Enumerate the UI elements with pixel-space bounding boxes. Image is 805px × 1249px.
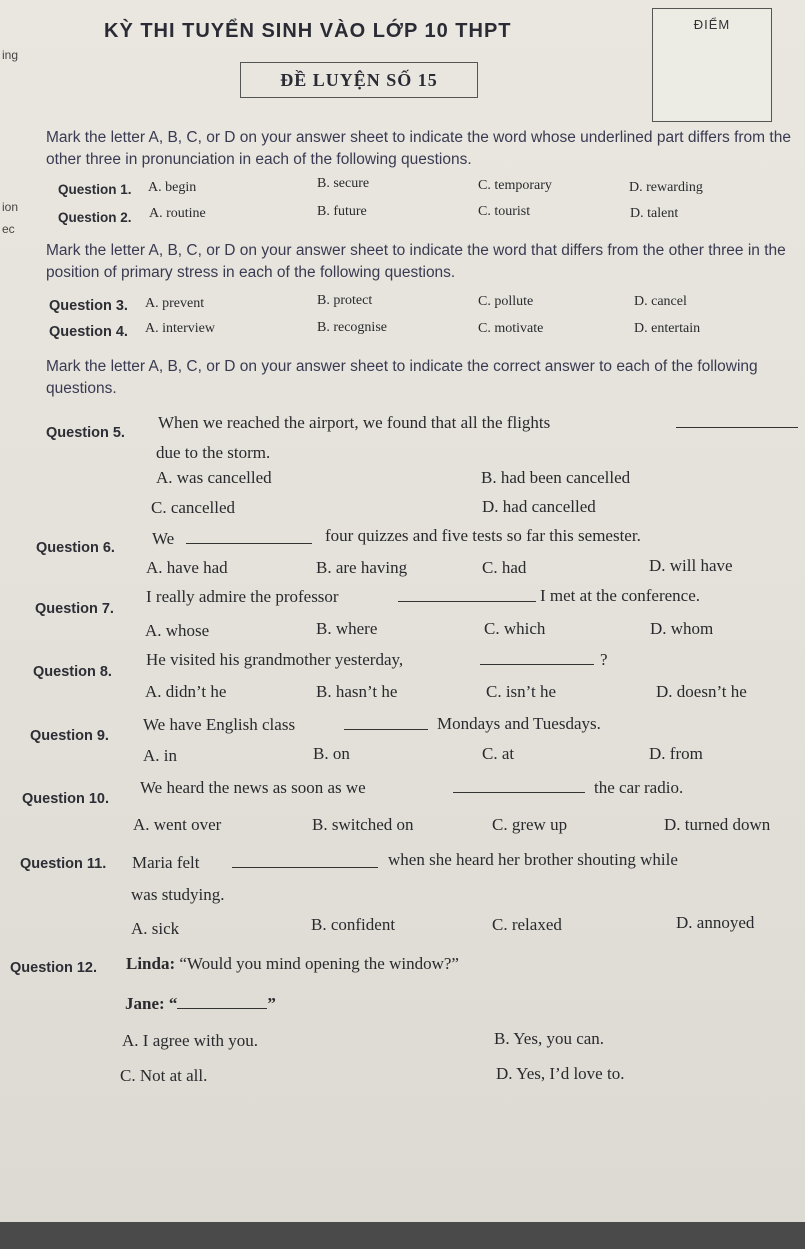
option-d[interactable]: D. talent xyxy=(630,206,679,221)
option-a[interactable]: A. prevent xyxy=(145,296,205,311)
question-label: Question 8. xyxy=(33,664,112,680)
dialogue-line xyxy=(125,994,276,1014)
option-a[interactable]: A. I agree with you. xyxy=(122,1031,258,1050)
option-a[interactable]: A. sick xyxy=(131,919,180,938)
option-b[interactable]: B. hasn’t he xyxy=(316,682,398,701)
stem-text: We heard the news as soon as we xyxy=(140,778,366,797)
option-c[interactable]: C. motivate xyxy=(478,321,544,336)
option-a[interactable]: A. have had xyxy=(146,558,228,577)
option-c[interactable]: C. at xyxy=(482,744,515,763)
option-a[interactable]: A. interview xyxy=(145,321,215,336)
option-d[interactable]: D. whom xyxy=(650,619,714,638)
option-b[interactable]: B. protect xyxy=(317,293,373,308)
option-b[interactable]: B. on xyxy=(313,744,350,763)
exam-subtitle: ĐỀ LUYỆN SỐ 15 xyxy=(240,62,478,98)
question-stem xyxy=(158,413,550,433)
option-b[interactable]: B. where xyxy=(316,619,378,638)
question-label: Question 1. xyxy=(58,182,132,197)
option-a[interactable]: A. in xyxy=(143,746,177,765)
question-label: Question 5. xyxy=(46,425,125,441)
speaker-jane: Jane: xyxy=(125,994,165,1013)
option-c[interactable]: C. grew up xyxy=(492,815,568,834)
margin-mark: ion xyxy=(2,200,19,214)
section-instructions-pronunciation: Mark the letter A, B, C, or D on your answer sheet to indicate the word whose underlined part differs from the other three in pronunciation in each of the following questions. xyxy=(46,129,791,168)
answer-blank[interactable] xyxy=(398,587,536,607)
score-label: ĐIỂM xyxy=(693,17,731,32)
exam-title: KỲ THI TUYỂN SINH VÀO LỚP 10 THPT xyxy=(104,20,512,42)
answer-blank[interactable] xyxy=(177,994,267,1009)
stem-text: I met at the conference. xyxy=(540,586,700,605)
option-d[interactable]: D. annoyed xyxy=(676,913,755,932)
option-a[interactable]: A. routine xyxy=(149,206,206,221)
table-edge xyxy=(0,1222,805,1249)
question-label: Question 11. xyxy=(20,856,107,872)
section-instructions-stress: Mark the letter A, B, C, or D on your answer sheet to indicate the word that differs from the other three in the position of primary stress in each of the following questions. xyxy=(46,242,786,281)
answer-blank[interactable] xyxy=(344,715,428,735)
close-quote: ” xyxy=(267,994,276,1013)
question-label: Question 3. xyxy=(49,298,128,314)
stem-text: He visited his grandmother yesterday, xyxy=(146,650,404,669)
question-label: Question 10. xyxy=(22,791,110,807)
question-label: Question 7. xyxy=(35,601,114,617)
stem-text: when she heard her brother shouting while xyxy=(388,850,678,869)
option-c[interactable]: C. isn’t he xyxy=(486,682,557,701)
option-a[interactable]: A. begin xyxy=(148,180,197,195)
option-a[interactable]: A. was cancelled xyxy=(156,468,272,487)
answer-blank[interactable] xyxy=(186,529,312,549)
stem-text: Maria felt xyxy=(132,853,200,872)
answer-blank[interactable] xyxy=(232,853,378,873)
answer-blank[interactable] xyxy=(453,778,585,798)
option-c[interactable]: C. Not at all. xyxy=(120,1066,208,1085)
margin-mark: ing xyxy=(2,48,19,62)
option-b[interactable]: B. switched on xyxy=(312,815,414,834)
question-label: Question 9. xyxy=(30,728,109,744)
option-b[interactable]: B. had been cancelled xyxy=(481,468,631,487)
stem-text: We have English class xyxy=(143,715,296,734)
option-d[interactable]: D. cancel xyxy=(634,294,687,309)
question-label: Question 6. xyxy=(36,540,115,556)
section-instructions-correct-answer: Mark the letter A, B, C, or D on your answer sheet to indicate the correct answer to each of the following questions. xyxy=(46,358,758,397)
option-a[interactable]: A. didn’t he xyxy=(145,682,227,701)
option-d[interactable]: D. doesn’t he xyxy=(656,682,747,701)
option-d[interactable]: D. entertain xyxy=(634,321,701,336)
answer-blank[interactable] xyxy=(480,650,594,670)
option-b[interactable]: B. Yes, you can. xyxy=(494,1029,605,1048)
option-b[interactable]: B. future xyxy=(317,204,367,219)
option-c[interactable]: C. pollute xyxy=(478,294,534,309)
stem-text: ? xyxy=(600,650,608,669)
option-c[interactable]: C. temporary xyxy=(478,178,552,193)
answer-blank[interactable] xyxy=(676,413,798,433)
question-label: Question 12. xyxy=(10,960,98,976)
option-d[interactable]: D. Yes, I’d love to. xyxy=(496,1064,625,1083)
option-a[interactable]: A. went over xyxy=(133,815,222,834)
option-d[interactable]: D. will have xyxy=(649,556,733,575)
question-label: Question 2. xyxy=(58,210,132,225)
dialogue-line xyxy=(126,954,459,974)
option-d[interactable]: D. from xyxy=(649,744,703,763)
option-c[interactable]: C. tourist xyxy=(478,204,531,219)
question-label: Question 4. xyxy=(49,324,128,340)
stem-text: We xyxy=(152,529,175,548)
stem-continuation: was studying. xyxy=(131,885,225,904)
option-c[interactable]: C. which xyxy=(484,619,546,638)
option-c[interactable]: C. had xyxy=(482,558,527,577)
option-c[interactable]: C. relaxed xyxy=(492,915,562,934)
option-d[interactable]: D. turned down xyxy=(664,815,771,834)
speaker-linda: Linda: xyxy=(126,954,176,973)
option-b[interactable]: B. secure xyxy=(317,176,370,191)
option-b[interactable]: B. recognise xyxy=(317,320,387,335)
open-quote: “ xyxy=(168,994,178,1013)
option-c[interactable]: C. cancelled xyxy=(151,498,236,517)
stem-text: Mondays and Tuesdays. xyxy=(437,714,601,733)
stem-continuation: due to the storm. xyxy=(156,443,271,462)
stem-text: When we reached the airport, we found that all the flights xyxy=(158,413,551,432)
margin-mark: ec xyxy=(2,222,15,236)
score-box xyxy=(652,8,772,122)
stem-text: I really admire the professor xyxy=(146,587,339,606)
stem-text: the car radio. xyxy=(594,778,684,797)
stem-text: four quizzes and five tests so far this semester. xyxy=(325,526,641,545)
dialogue-text: “Would you mind opening the window?” xyxy=(179,954,459,973)
option-b[interactable]: B. are having xyxy=(316,558,408,577)
option-d[interactable]: D. rewarding xyxy=(629,180,703,195)
option-b[interactable]: B. confident xyxy=(311,915,396,934)
option-a[interactable]: A. whose xyxy=(145,621,210,640)
option-d[interactable]: D. had cancelled xyxy=(482,497,596,516)
